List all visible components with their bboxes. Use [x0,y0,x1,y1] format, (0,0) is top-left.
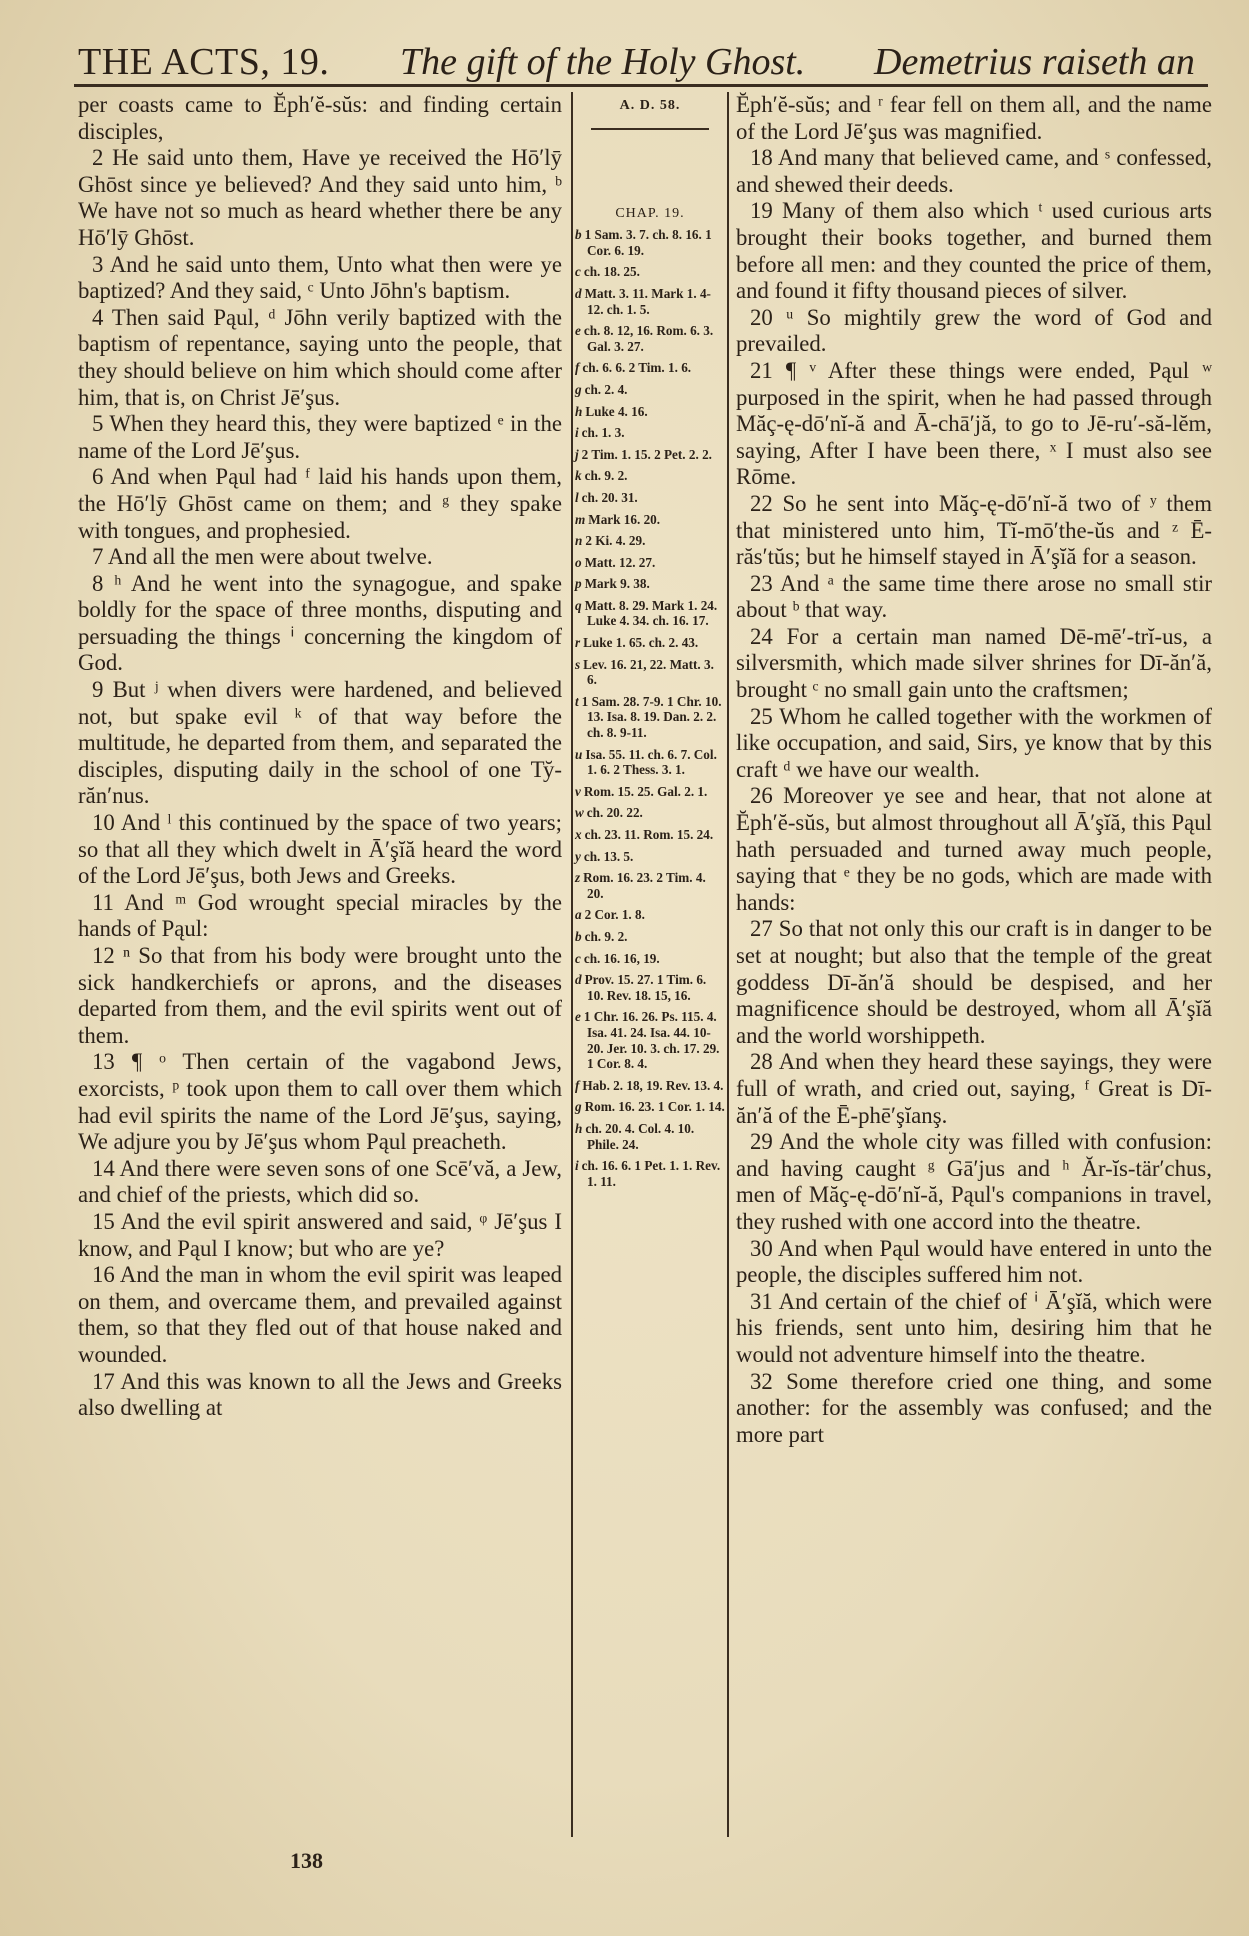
reference-text: 2 Cor. 1. 8. [584,907,645,923]
cross-reference [575,929,725,945]
reference-key: y [575,848,581,864]
reference-key: a [575,907,582,923]
reference-key: g [575,1099,582,1115]
cross-reference [575,1158,725,1189]
verse-paragraph: 13 ¶ ᵒ Then certain of the vagabond Jews, exorcists, ᵖ took upon them to call over them which had evil spirits the name of the Lord Jē′şus, saying, We adjure you by Jē′şus whom Pąul preacheth. [78,1049,562,1155]
reference-key: n [575,533,583,549]
reference-key: d [575,972,582,988]
reference-text: 1 Chr. 16. 26. Ps. 115. 4. Isa. 41. 24. Isa. 44. 10-20. Jer. 10. 3. ch. 17. 29. 1 Cor. 8. 4. [583,1009,720,1072]
reference-margin [575,92,725,1195]
reference-key: u [575,746,583,762]
reference-text: ch. 20. 31. [581,489,638,505]
reference-text: ch. 1. 3. [581,425,625,441]
reference-key: d [575,285,582,301]
verse-paragraph: 27 So that not only this our craft is in danger to be set at nought; but also that the temple of the great goddess Dī-ăn′ă should be despised, and her magnificence should be destroyed, whom all Ā′şĭă and the world worshippeth. [736,916,1212,1048]
verse-paragraph: 28 And when they heard these sayings, they were full of wrath, and cried out, saying, ᶠ Great is Dī-ăn′ă of the Ē-phē′şĭanş. [736,1049,1212,1128]
reference-text: Rom. 16. 23. 2 Tim. 4. 20. [583,870,706,901]
reference-text: Matt. 12. 27. [584,554,656,570]
reference-key: v [575,783,581,799]
page-topic: The gift of the Holy Ghost. [400,41,806,83]
cross-reference [575,468,725,484]
verse-paragraph: 16 And the man in whom the evil spirit was leaped on them, and overcame them, and prevailed against them, so that they fled out of that house naked and wounded. [78,1262,562,1367]
verse-paragraph: 5 When they heard this, they were baptized ᵉ in the name of the Lord Jē′şus. [78,411,562,463]
reference-text: Matt. 3. 11. Mark 1. 4-12. ch. 1. 5. [584,285,711,317]
reference-key: b [575,928,582,944]
verse-paragraph: 23 And ᵃ the same time there arose no small stir about ᵇ that way. [736,570,1212,623]
verse-paragraph: 24 For a certain man named Dē-mē′-trĭ-us, a silversmith, which made silver shrines for Dī-ăn′ă, brought ᶜ no small gain unto the craftsmen; [736,623,1212,703]
reference-text: ch. 2. 4. [584,381,628,397]
verse-paragraph: 9 But ʲ when divers were hardened, and believed not, but spake evil ᵏ of that way before the multitude, he departed from them, and separated the disciples, disputing daily in the school of one Ty̆-răn′nus. [78,677,562,809]
verse-paragraph: 6 And when Pąul had ᶠ laid his hands upon them, the Hō′lȳ Ghōst came on them; and ᵍ they spake with tongues, and prophesied. [78,464,562,543]
cross-reference [575,635,725,651]
reference-key: l [575,489,579,505]
cross-reference [575,490,725,506]
reference-text: ch. 18. 25. [583,264,640,280]
verse-paragraph: 25 Whom he called together with the workmen of like occupation, and said, Sirs, ye know that by this craft ᵈ we have our wealth. [736,703,1212,782]
reference-text: ch. 9. 2. [584,468,628,484]
cross-reference [575,264,725,280]
reference-text: ch. 20. 22. [586,805,643,821]
cross-reference [575,598,725,629]
reference-key: o [575,554,582,570]
date-rule [591,128,709,130]
verse-paragraph: 3 And he said unto them, Unto what then were ye baptized? And they said, ᶜ Unto Jōhn's baptism. [78,251,562,304]
cross-reference [575,784,725,800]
reference-key: w [575,805,584,821]
reference-text: Prov. 15. 27. 1 Tim. 6. 10. Rev. 18. 15, 16. [584,972,707,1003]
cross-reference [575,805,725,821]
reference-text: ch. 8. 12, 16. Rom. 6. 3. Gal. 3. 27. [583,323,714,354]
reference-text: 2 Ki. 4. 29. [585,533,646,549]
reference-key: h [575,403,583,419]
running-header [78,34,1218,90]
reference-text: Isa. 55. 11. ch. 6. 7. Col. 1. 6. 2 Thess. 3. 1. [585,746,717,778]
reference-key: j [575,446,579,462]
cross-reference [575,323,725,354]
verse-paragraph: per coasts came to Ĕph′ĕ-sŭs: and finding certain disciples, [78,92,562,144]
reference-key: q [575,597,582,613]
reference-text: ch. 9. 2. [584,928,628,944]
verse-paragraph: 21 ¶ ᵛ After these things were ended, Pąul ʷ purposed in the spirit, when he had passed through Măç-ę-dō′nĭ-ă and Ā-chā′jă, to go to Jē-ru′-să-lĕm, saying, After I have been there, ˣ I must also see Rōme. [736,357,1212,490]
reference-text: Rom. 15. 25. Gal. 2. 1. [583,783,708,799]
cross-reference [575,447,725,463]
cross-reference [575,360,725,376]
reference-text: Matt. 8. 29. Mark 1. 24. Luke 4. 34. ch. 16. 17. [584,597,718,629]
reference-text: Mark 9. 38. [584,576,650,592]
verse-paragraph: 4 Then said Pąul, ᵈ Jōhn verily baptized with the baptism of repentance, saying unto the people, that they should believe on him which should come after him, that is, on Christ Jē′şus. [78,304,562,410]
verse-paragraph: 29 And the whole city was filled with confusion: and having caught ᵍ Gā′jus and ʰ Ăr-ĭs-tär′chus, men of Măç-ę-dō′nĭ-ă, Pąul's companions in travel, they rushed with one accord into the theatre. [736,1129,1212,1234]
verse-paragraph: 18 And many that believed came, and ˢ confessed, and shewed their deeds. [736,145,1212,197]
reference-text: ch. 16. 16, 19. [583,950,660,966]
verse-paragraph: 30 And when Pąul would have entered in unto the people, the disciples suffered him not. [736,1235,1212,1288]
cross-reference [575,972,725,1003]
reference-key: m [575,511,586,527]
verse-paragraph: 15 And the evil spirit answered and said, ᵠ Jē′şus I know, and Pąul I know; but who are ye? [78,1208,562,1261]
verse-paragraph: 32 Some therefore cried one thing, and some another: for the assembly was confused; and the more part [736,1368,1212,1447]
column-divider-left [571,92,573,1837]
reference-text: ch. 13. 5. [583,848,634,864]
reference-text: 1 Sam. 3. 7. ch. 8. 16. 1 Cor. 6. 19. [584,227,712,258]
cross-reference [575,382,725,398]
cross-reference [575,849,725,865]
reference-key: s [575,656,581,672]
cross-reference [575,870,725,901]
verse-paragraph: 26 Moreover ye see and hear, that not alone at Ĕph′ĕ-sŭs, but almost throughout all Ā′şĭă, this Pąul hath persuaded and turned away much people, saying that ᵉ they be no gods, which are made with hands: [736,783,1212,915]
cross-reference [575,227,725,258]
reference-key: i [575,425,579,441]
cross-reference [575,907,725,923]
cross-reference [575,286,725,317]
cross-reference [575,576,725,592]
book-title: THE ACTS, 19. [78,41,330,83]
chapter-label: CHAP. 19. [615,205,685,221]
verse-paragraph: 7 And all the men were about twelve. [92,544,433,570]
verse-paragraph: 22 So he sent into Măç-ę-dō′nĭ-ă two of ʸ them that ministered unto him, Tĭ-mō′the-ŭs and ᶻ Ē-răs′tŭs; but he himself stayed in Ā′şĭă for a season. [736,490,1212,570]
verse-paragraph: 8 ʰ And he went into the synagogue, and spake boldly for the space of three months, disputing and persuading the things ⁱ concerning the kingdom of God. [78,570,562,676]
page-number: 138 [290,1848,323,1873]
cross-reference [575,404,725,420]
reference-key: e [575,323,581,339]
verse-paragraph: 10 And ˡ this continued by the space of two years; so that all they which dwelt in Ā′şĭă heard the word of the Lord Jē′şus, both Jews and Greeks. [78,810,562,889]
reference-key: r [575,635,581,651]
reference-text: Rom. 16. 23. 1 Cor. 1. 14. [584,1099,725,1115]
reference-text: Hab. 2. 18, 19. Rev. 13. 4. [582,1077,724,1093]
reference-text: Mark 16. 20. [588,511,661,527]
reference-key: c [575,264,581,280]
verse-paragraph: 20 ᵘ So mightily grew the word of God and prevailed. [736,304,1212,357]
reference-text: 2 Tim. 1. 15. 2 Pet. 2. 2. [581,446,712,462]
verse-paragraph: Ĕph′ĕ-sŭs; and ʳ fear fell on them all, and the name of the Lord Jē′şus was magnified. [736,92,1212,144]
cross-reference [575,951,725,967]
reference-text: ch. 16. 6. 1 Pet. 1. 1. Rev. 1. 11. [581,1158,721,1189]
reference-key: i [575,1158,579,1174]
reference-key: h [575,1120,583,1136]
header-rule [74,84,1208,87]
cross-reference [575,555,725,571]
reference-key: g [575,381,582,397]
cross-reference [575,1121,725,1152]
date-label: A. D. 58. [619,98,681,113]
verse-paragraph: 11 And ᵐ God wrought special miracles by the hands of Pąul: [78,889,562,942]
reference-text: 1 Sam. 28. 7-9. 1 Chr. 10. 13. Isa. 8. 19. Dan. 2. 2. ch. 8. 9-11. [581,693,722,741]
reference-key: p [575,576,582,592]
right-text-column [736,92,1212,1448]
cross-reference [575,747,725,778]
cross-reference [575,512,725,528]
cross-reference [575,425,725,441]
verse-paragraph: 12 ⁿ So that from his body were brought unto the sick handkerchiefs or aprons, and the diseases departed from them, and the evil spirits went out of them. [78,943,562,1048]
page-topic-right: Demetrius raiseth an [874,41,1195,83]
reference-key: b [575,227,582,243]
reference-text: ch. 23. 11. Rom. 15. 24. [584,827,714,842]
reference-key: k [575,468,582,484]
reference-text: ch. 6. 6. 2 Tim. 1. 6. [582,360,692,376]
reference-key: x [575,827,582,842]
verse-paragraph: 31 And certain of the chief of ⁱ Ā′şĭă, which were his friends, sent unto him, desiring him that he would not adventure himself into the theatre. [736,1288,1212,1367]
reference-text: Luke 1. 65. ch. 2. 43. [583,635,699,651]
cross-reference [575,694,725,741]
verse-paragraph: 17 And this was known to all the Jews and Greeks also dwelling at [78,1368,562,1421]
cross-reference [575,1009,725,1071]
verse-paragraph: 2 He said unto them, Have ye received the Hō′lȳ Ghōst since ye believed? And they said unto him, ᵇ We have not so much as heard whether there be any Hō′lȳ Ghōst. [78,145,562,250]
left-text-column [78,92,562,1422]
reference-text: ch. 20. 4. Col. 4. 10. Phile. 24. [585,1120,695,1152]
cross-reference [575,657,725,688]
reference-key: e [575,1009,581,1025]
cross-reference [575,1078,725,1094]
verse-paragraph: 19 Many of them also which ᵗ used curious arts brought their books together, and burned them before all men: and they counted the price of them, and found it fifty thousand pieces of silver. [736,198,1212,304]
reference-key: c [575,950,581,966]
cross-reference [575,1099,725,1115]
reference-text: Lev. 16. 21, 22. Matt. 3. 6. [583,656,714,688]
reference-key: t [575,693,579,709]
cross-reference-list [575,227,725,1189]
column-divider-right [727,92,729,1837]
cross-reference [575,533,725,549]
verse-paragraph: 14 And there were seven sons of one Scē′vă, a Jew, and chief of the priests, which did so. [78,1155,562,1208]
reference-key: f [575,1077,580,1093]
reference-key: z [575,870,581,886]
reference-key: f [575,360,580,376]
cross-reference [575,827,725,843]
reference-text: Luke 4. 16. [585,403,648,419]
